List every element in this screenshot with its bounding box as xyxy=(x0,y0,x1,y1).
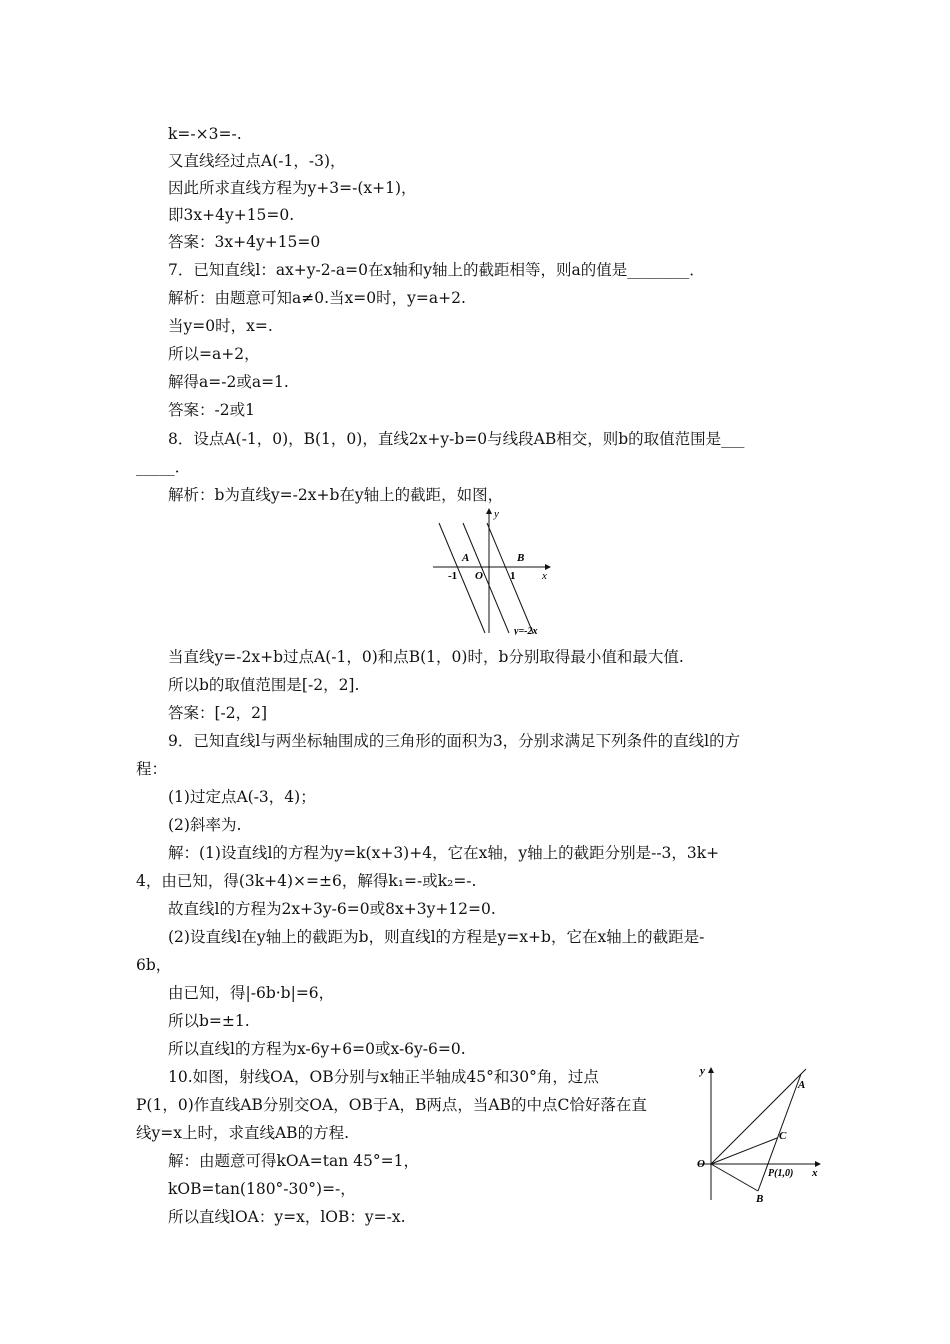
fig2-p-label: P(1,0) xyxy=(768,1168,794,1179)
text-line: 解得a=-2或a=1. xyxy=(168,373,289,391)
problem-10: 10.如图，射线OA，OB分别与x轴正半轴成45°和30°角，过点 xyxy=(168,1068,599,1086)
text-line: 解：(1)设直线l的方程为y=k(x+3)+4，它在x轴，y轴上的截距分别是--3，3k+ xyxy=(168,844,720,862)
fig1-line-label: y=-2x xyxy=(514,626,538,635)
text-line: 所以b的取值范围是[-2，2]. xyxy=(168,676,360,694)
text-line: 6b， xyxy=(136,956,172,974)
fig2-o-label: O xyxy=(697,1158,705,1170)
answer-line: 答案：3x+4y+15=0 xyxy=(168,233,321,251)
text-line: 当y=0时，x=. xyxy=(168,317,273,335)
text-line: k=-×3=-. xyxy=(168,125,242,143)
fig2-x-label: x xyxy=(812,1167,818,1179)
text-line: (2)斜率为. xyxy=(168,816,242,834)
answer-line: 答案：-2或1 xyxy=(168,401,255,419)
text-line: 解：由题意可得kOA=tan 45°=1， xyxy=(168,1152,419,1170)
text-line: 又直线经过点A(-1，-3)， xyxy=(168,152,346,170)
text-line: 由已知，得|-6b·b|=6， xyxy=(168,984,335,1002)
fig2-c-label: C xyxy=(779,1130,787,1142)
text-line: 所以b=±1. xyxy=(168,1012,250,1030)
text-line: kOB=tan(180°-30°)=-， xyxy=(168,1180,356,1198)
text-line: 程： xyxy=(136,760,168,778)
fig1-neg1-label: -1 xyxy=(448,570,458,582)
text-line: (1)过定点A(-3，4)； xyxy=(168,788,316,806)
text-line: 解析：由题意可知a≠0.当x=0时，y=a+2. xyxy=(168,289,466,307)
text-line: 线y=x上时，求直线AB的方程. xyxy=(136,1124,349,1142)
text-line: 因此所求直线方程为y+3=-(x+1)， xyxy=(168,179,417,197)
fig1-a-label: A xyxy=(462,552,470,564)
fig1-b-label: B xyxy=(517,552,525,564)
problem-8: 8．设点A(-1，0)，B(1，0)，直线2x+y-b=0与线段AB相交，则b的取值范围是___ xyxy=(168,430,745,448)
text-line: _____． xyxy=(136,458,191,476)
problem-9: 9．已知直线l与两坐标轴围成的三角形的面积为3，分别求满足下列条件的直线l的方 xyxy=(168,732,741,750)
text-line: (2)设直线l在y轴上的截距为b，则直线l的方程是y=x+b，它在x轴上的截距是- xyxy=(168,928,705,946)
text-line: 所以=a+2， xyxy=(168,345,260,363)
fig1-y-label: y xyxy=(494,508,499,520)
fig1-x-label: x xyxy=(542,570,547,582)
answer-line: 答案：[-2，2] xyxy=(168,704,268,722)
text-line: 所以直线l的方程为x-6y+6=0或x-6y-6=0. xyxy=(168,1040,466,1058)
fig2-y-label: y xyxy=(700,1065,705,1077)
fig2-b-label: B xyxy=(756,1193,764,1205)
text-line: 4，由已知，得(3k+4)×=±6，解得k₁=-或k₂=-. xyxy=(136,872,477,890)
fig2-a-label: A xyxy=(798,1079,806,1091)
text-line: 即3x+4y+15=0. xyxy=(168,206,295,224)
figure-rays xyxy=(690,1060,825,1205)
text-line: 当直线y=-2x+b过点A(-1，0)和点B(1，0)时，b分别取得最小值和最大值. xyxy=(168,648,684,666)
text-line: P(1，0)作直线AB分别交OA，OB于A，B两点，当AB的中点C恰好落在直 xyxy=(136,1096,647,1114)
text-line: 所以直线lOA：y=x，lOB：y=-x. xyxy=(168,1208,406,1226)
figure-intercepts xyxy=(430,505,560,635)
problem-7: 7．已知直线l：ax+y-2-a=0在x轴和y轴上的截距相等，则a的值是________． xyxy=(168,261,705,279)
fig1-one-label: 1 xyxy=(510,570,516,582)
text-line: 故直线l的方程为2x+3y-6=0或8x+3y+12=0. xyxy=(168,900,496,918)
fig1-o-label: O xyxy=(475,570,483,582)
text-line: 解析：b为直线y=-2x+b在y轴上的截距，如图， xyxy=(168,486,504,504)
